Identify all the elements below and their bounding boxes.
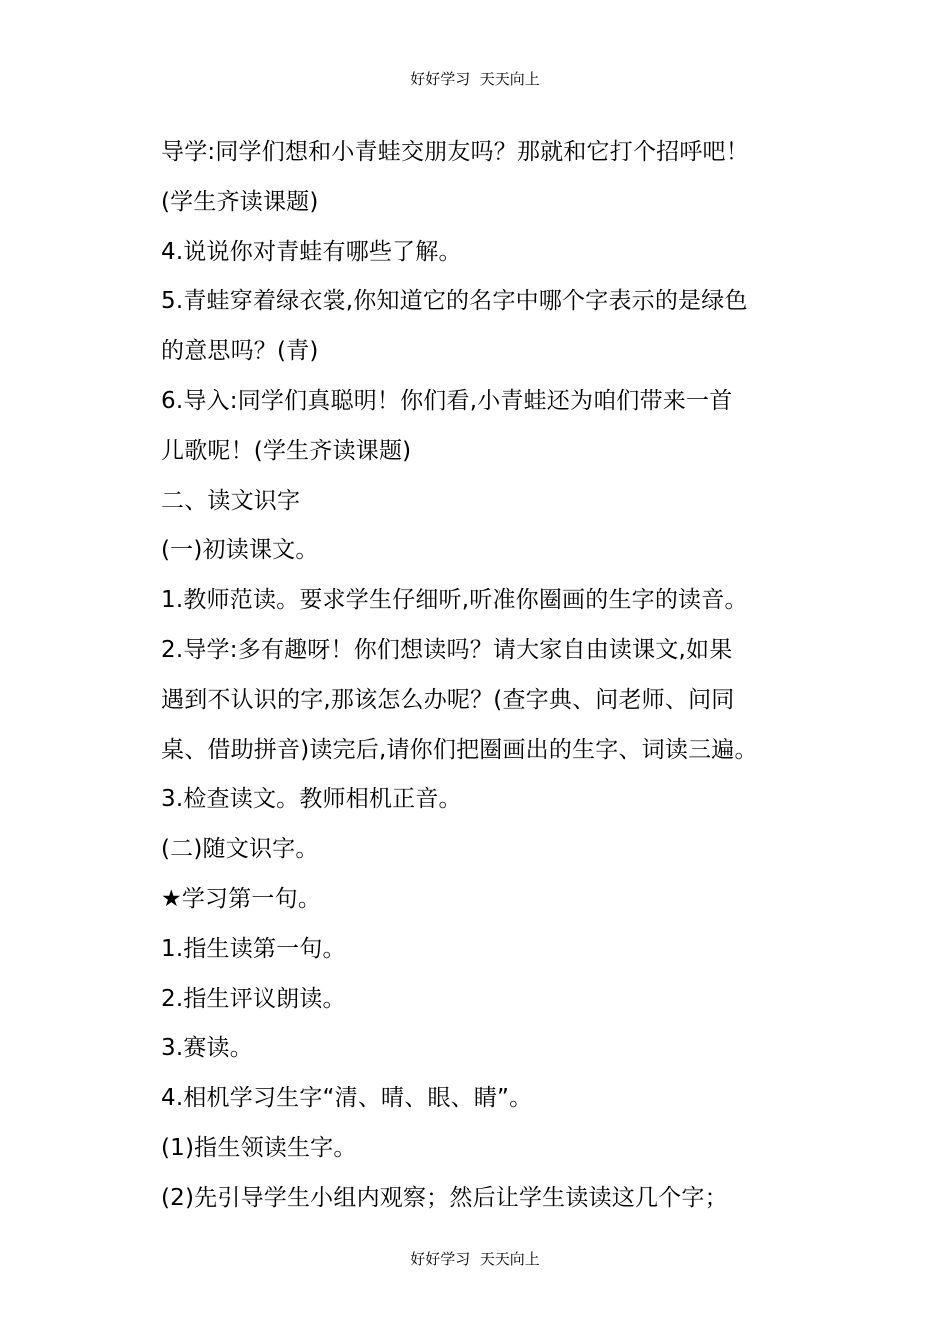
document-body (161, 128, 841, 1224)
body-line: 遇到不认识的字,那该怎么办呢？(查字典、问老师、问同 (161, 686, 735, 713)
body-line: 的意思吗？(青) (161, 338, 319, 365)
body-line: 4.相机学习生字“清、晴、眼、睛”。 (161, 1085, 533, 1112)
body-line: 1.教师范读。要求学生仔细听,听准你圈画的生字的读音。 (161, 587, 748, 614)
body-line: 2.导学:多有趣呀！你们想读吗？请大家自由读课文,如果 (161, 636, 733, 663)
body-line: 6.导入:同学们真聪明！你们看,小青蛙还为咱们带来一首 (161, 387, 733, 414)
body-line: 儿歌呢！(学生齐读课题) (161, 437, 412, 464)
page-footer: 好好学习 天天向上 (410, 1250, 540, 1268)
body-line: 3.赛读。 (161, 1035, 253, 1062)
section-heading: 二、读文识字 (161, 487, 301, 514)
page-header: 好好学习 天天向上 (410, 70, 540, 88)
body-line: (2)先引导学生小组内观察；然后让学生读读这几个字； (161, 1184, 728, 1211)
body-line: (1)指生领读生字。 (161, 1134, 357, 1161)
body-line: 4.说说你对青蛙有哪些了解。 (161, 238, 462, 265)
body-line: (学生齐读课题) (161, 188, 319, 215)
body-line: ★学习第一句。 (161, 885, 322, 912)
body-line: 3.检查读文。教师相机正音。 (161, 786, 462, 813)
body-line: 1.指生读第一句。 (161, 935, 346, 962)
subsection-heading: (二)随文识字。 (161, 836, 319, 863)
subsection-heading: (一)初读课文。 (161, 537, 319, 564)
body-line: 2.指生评议朗读。 (161, 985, 346, 1012)
body-line: 导学:同学们想和小青蛙交朋友吗？那就和它打个招呼吧！ (161, 139, 749, 165)
body-line: 5.青蛙穿着绿衣裳,你知道它的名字中哪个字表示的是绿色 (161, 288, 748, 315)
body-line: 桌、借助拼音)读完后,请你们把圈画出的生字、词读三遍。 (161, 736, 758, 763)
